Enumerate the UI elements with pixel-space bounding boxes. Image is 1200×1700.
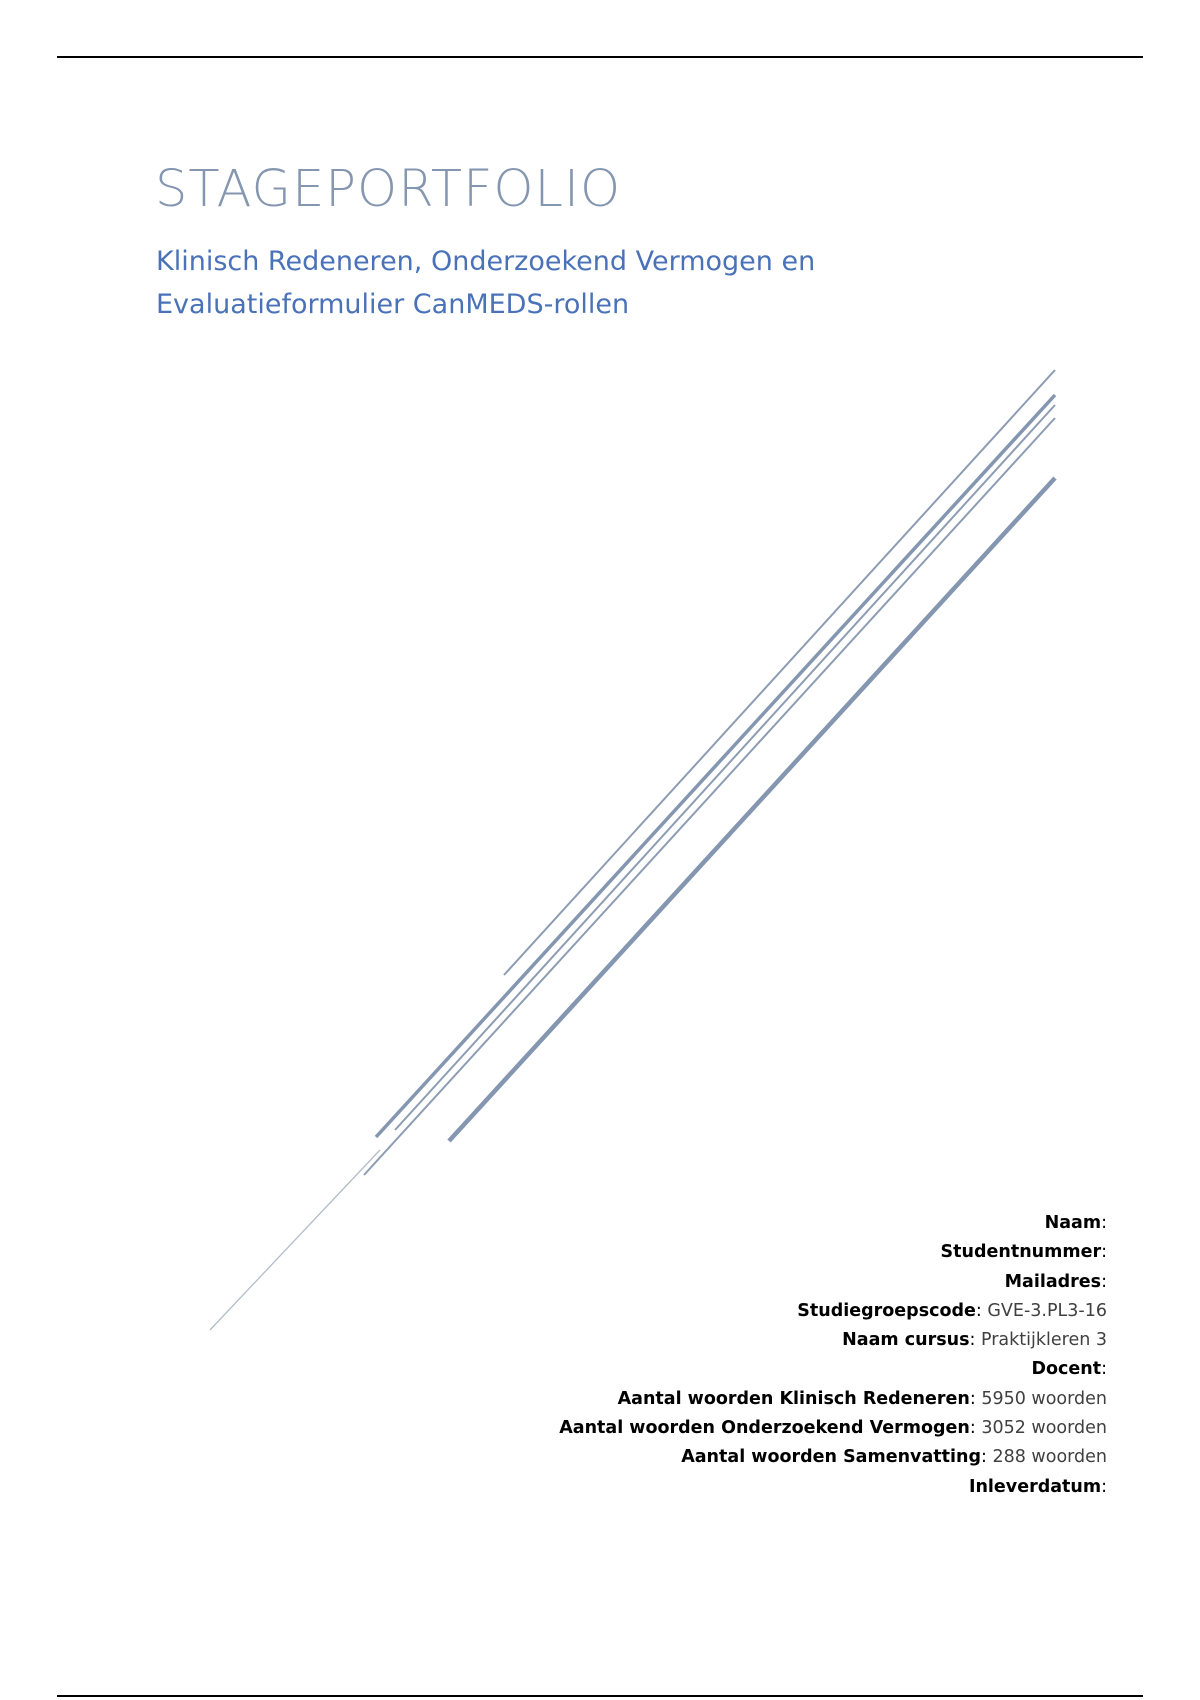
info-label: Docent — [1031, 1359, 1102, 1380]
info-value: 3052 woorden — [981, 1418, 1107, 1439]
info-value: GVE-3.PL3-16 — [987, 1300, 1107, 1321]
info-row-mailadres: Mailadres: — [1004, 1271, 1107, 1292]
info-label: Aantal woorden Onderzoekend Vermogen — [559, 1418, 970, 1439]
info-value: 5950 woorden — [981, 1388, 1107, 1409]
info-row-woorden-samenvatting: Aantal woorden Samenvatting: 288 woorden — [681, 1447, 1107, 1468]
info-row-woorden-klinisch: Aantal woorden Klinisch Redeneren: 5950 woorden — [617, 1388, 1107, 1409]
subtitle-line-2: Evaluatieformulier CanMEDS-rollen — [156, 289, 630, 320]
diagonal-line-3 — [395, 405, 1055, 1130]
subtitle-line-1: Klinisch Redeneren, Onderzoekend Vermogen en — [156, 246, 816, 277]
info-row-woorden-onderzoekend: Aantal woorden Onderzoekend Vermogen: 3052 woorden — [559, 1418, 1107, 1439]
info-row-studiegroepscode: Studiegroepscode: GVE-3.PL3-16 — [797, 1300, 1107, 1321]
info-row-inleverdatum: Inleverdatum: — [968, 1476, 1107, 1497]
info-label: Naam — [1044, 1213, 1102, 1233]
student-info-block — [559, 1209, 1107, 1502]
info-label: Mailadres — [1004, 1271, 1102, 1292]
info-label: Studiegroepscode — [797, 1300, 976, 1321]
diagonal-line-2 — [376, 395, 1055, 1137]
info-label: Studentnummer — [940, 1242, 1102, 1263]
info-row-studentnummer: Studentnummer: — [940, 1242, 1107, 1263]
info-row-naam: Naam: — [1044, 1213, 1107, 1233]
diagonal-line-6 — [210, 1150, 380, 1330]
diagonal-line-4 — [364, 418, 1055, 1175]
info-label: Aantal woorden Samenvatting — [681, 1447, 981, 1468]
info-value: 288 woorden — [992, 1447, 1107, 1468]
info-row-docent: Docent: — [1031, 1359, 1107, 1380]
info-row-naam-cursus: Naam cursus: Praktijkleren 3 — [842, 1330, 1107, 1351]
page-title: STAGEPORTFOLIO — [155, 160, 622, 219]
diagonal-line-1 — [504, 370, 1055, 975]
diagonal-line-5 — [449, 478, 1055, 1141]
bottom-rule — [57, 1695, 1143, 1697]
info-value: Praktijkleren 3 — [980, 1330, 1107, 1351]
info-label: Aantal woorden Klinisch Redeneren — [617, 1388, 970, 1409]
info-label: Inleverdatum — [968, 1476, 1102, 1497]
info-label: Naam cursus — [842, 1330, 970, 1351]
